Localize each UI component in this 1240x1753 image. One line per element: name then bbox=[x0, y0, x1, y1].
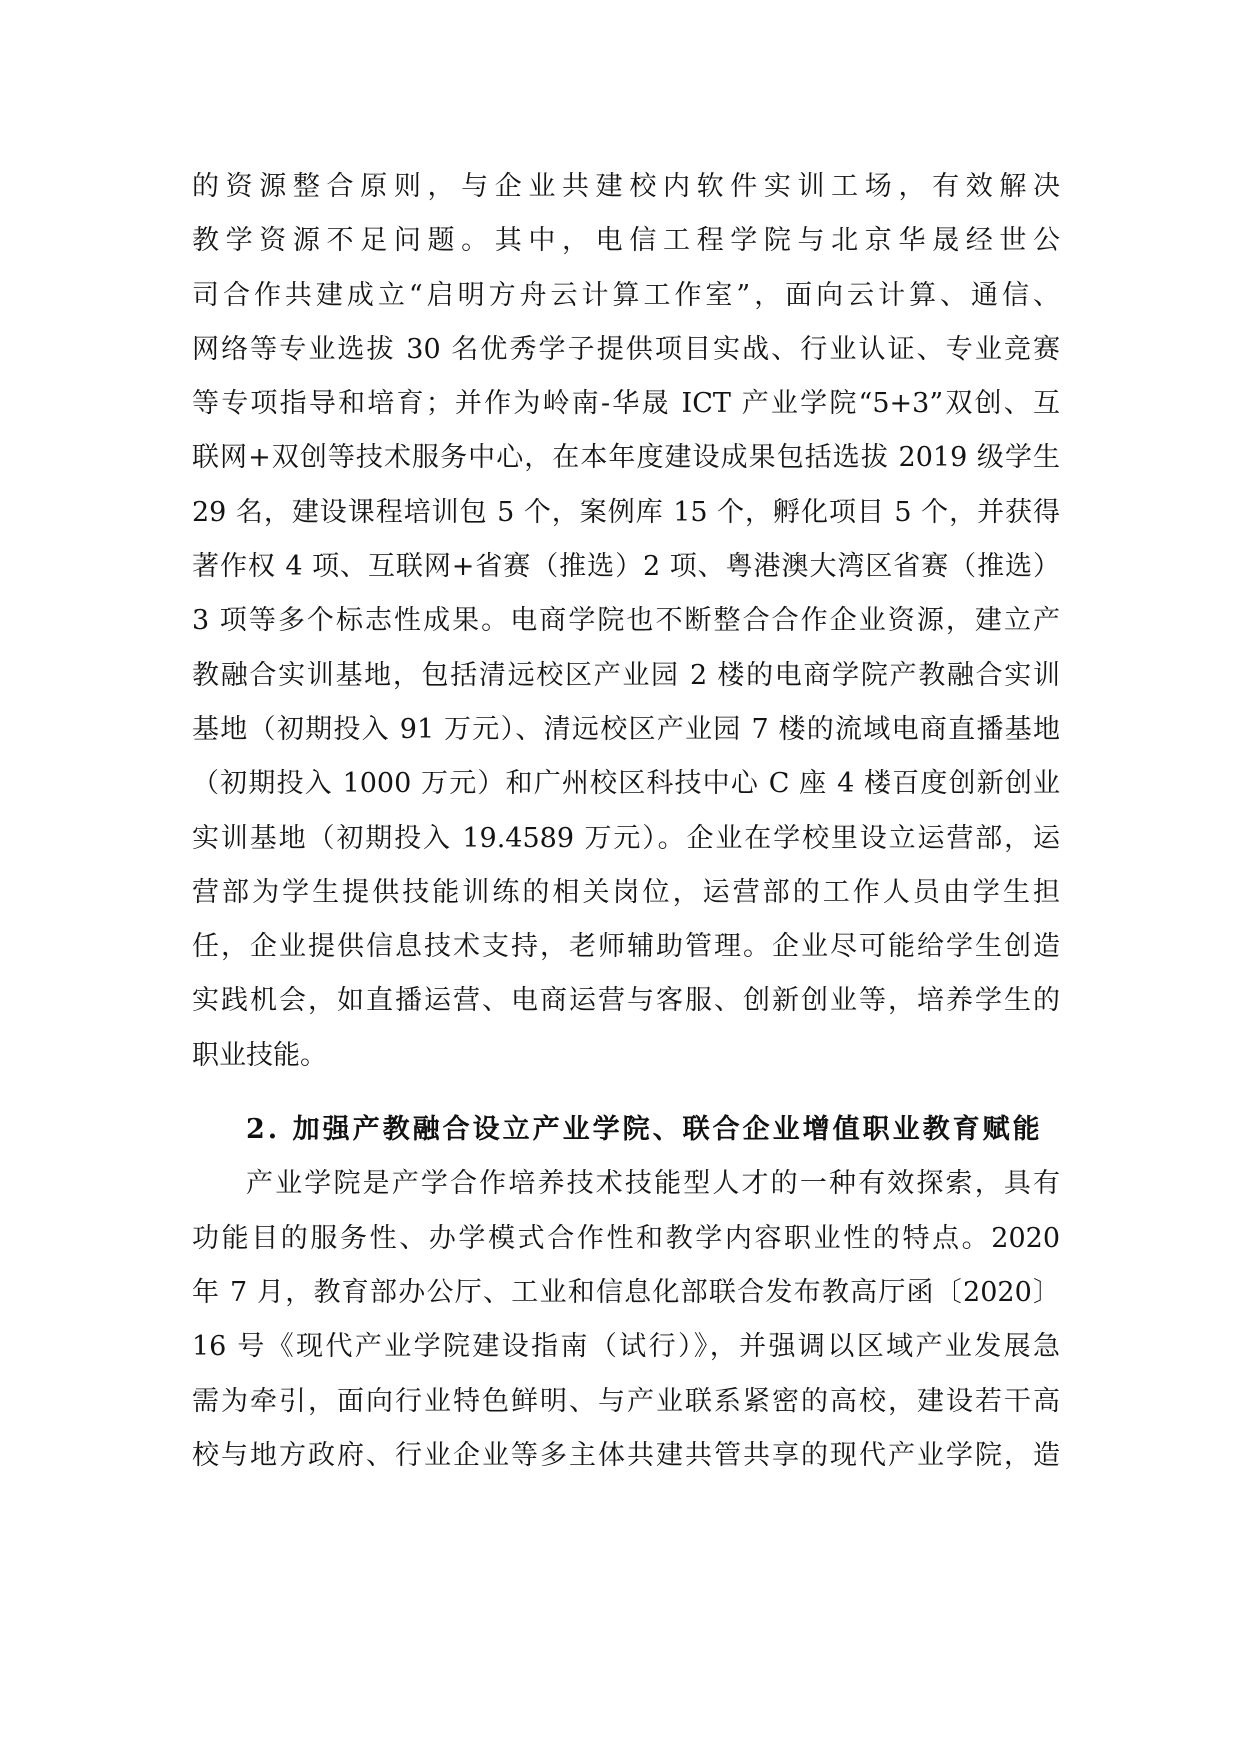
paragraph-industry-college bbox=[192, 1157, 1060, 1483]
text-line: 任，企业提供信息技术支持，老师辅助管理。企业尽可能给学生创造 bbox=[192, 931, 1060, 963]
text-line: 产业学院是产学合作培养技术技能型人才的一种有效探索，具有 bbox=[246, 1168, 1060, 1200]
text-line: 联网+双创等技术服务中心，在本年度建设成果包括选拔 2019 级学生 bbox=[192, 442, 1060, 474]
text-line: 需为牵引，面向行业特色鲜明、与产业联系紧密的高校，建设若干高 bbox=[192, 1385, 1060, 1417]
text-line: 年 7 月，教育部办公厅、工业和信息化部联合发布教高厅函〔2020〕 bbox=[192, 1276, 1060, 1308]
text-line: 基地（初期投入 91 万元）、清远校区产业园 7 楼的流域电商直播基地 bbox=[192, 713, 1060, 745]
text-line: 功能目的服务性、办学模式合作性和教学内容职业性的特点。2020 bbox=[192, 1222, 1060, 1254]
text-line: 29 名，建设课程培训包 5 个，案例库 15 个，孵化项目 5 个，并获得 bbox=[192, 496, 1060, 528]
text-line: 网络等专业选拔 30 名优秀学子提供项目实战、行业认证、专业竞赛 bbox=[192, 333, 1060, 365]
text-line: 著作权 4 项、互联网+省赛（推选）2 项、粤港澳大湾区省赛（推选） bbox=[192, 551, 1060, 583]
text-line: 职业技能。 bbox=[192, 1039, 327, 1071]
text-line: 等专项指导和培育；并作为岭南-华晟 ICT 产业学院“5+3”双创、互 bbox=[192, 388, 1060, 420]
text-line: 3 项等多个标志性成果。电商学院也不断整合合作企业资源，建立产 bbox=[192, 605, 1060, 637]
text-line: 的资源整合原则，与企业共建校内软件实训工场，有效解决 bbox=[192, 171, 1060, 202]
text-line: 校与地方政府、行业企业等多主体共建共管共享的现代产业学院，造 bbox=[192, 1439, 1060, 1471]
text-line: 16 号《现代产业学院建设指南（试行）》，并强调以区域产业发展急 bbox=[192, 1331, 1060, 1363]
section-heading: 2. 加强产教融合设立产业学院、联合企业增值职业教育赋能 bbox=[246, 1114, 1043, 1146]
text-line: 司合作共建成立“启明方舟云计算工作室”，面向云计算、通信、 bbox=[192, 279, 1060, 311]
text-line: （初期投入 1000 万元）和广州校区科技中心 C 座 4 楼百度创新创业 bbox=[192, 768, 1060, 800]
text-line: 实践机会，如直播运营、电商运营与客服、创新创业等，培养学生的 bbox=[192, 985, 1060, 1017]
text-line: 教学资源不足问题。其中，电信工程学院与北京华晟经世公 bbox=[192, 225, 1060, 257]
paragraph-resource-integration bbox=[192, 160, 1060, 1083]
text-line: 教融合实训基地，包括清远校区产业园 2 楼的电商学院产教融合实训 bbox=[192, 659, 1060, 691]
text-line: 营部为学生提供技能训练的相关岗位，运营部的工作人员由学生担 bbox=[192, 876, 1060, 908]
text-line: 实训基地（初期投入 19.4589 万元）。企业在学校里设立运营部，运 bbox=[192, 822, 1060, 854]
